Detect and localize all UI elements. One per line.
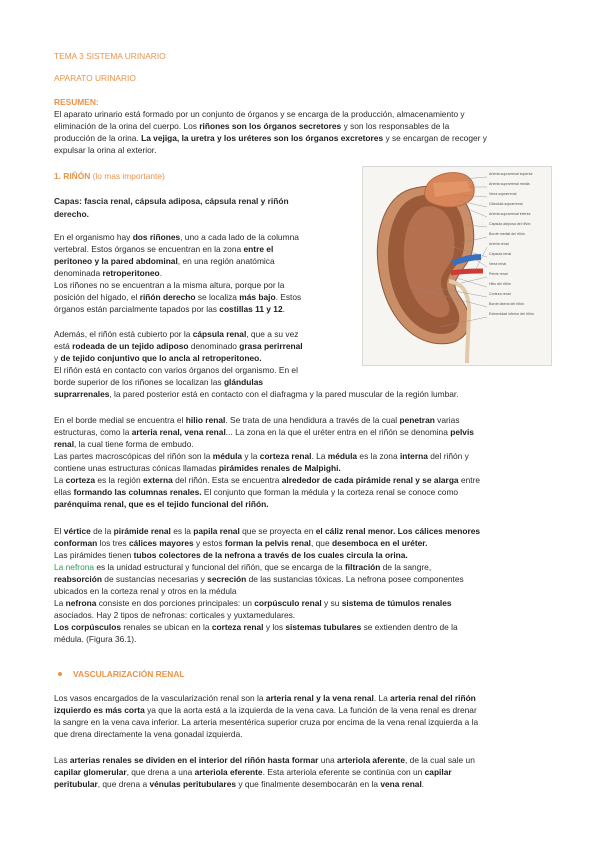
layers-line: derecho. bbox=[54, 209, 89, 219]
text-line: La corteza es la región externa del riñón. Esta se encuentra alrededor de cada pirámide renal y se alarga entre bbox=[54, 475, 481, 485]
text-line: conforman los tres cálices mayores y estos forman la pelvis renal, que desemboca en el uréter. bbox=[54, 538, 428, 548]
text-line: En el organismo hay dos riñones, uno a cada lado de la columna bbox=[54, 232, 299, 242]
figure-label: Cápsula renal bbox=[489, 252, 512, 256]
figure-label: Arteria suprarrenal inferior bbox=[489, 212, 531, 216]
layers-line: Capas: fascia renal, cápsula adiposa, cápsula renal y riñón bbox=[54, 196, 289, 206]
text-line: Las arterias renales se dividen en el interior del riñón hasta formar una arteriola aferente, de la cual sale un bbox=[54, 755, 475, 765]
text-line: ubicados en la corteza renal y otros en la médula bbox=[54, 586, 237, 596]
text-line: borde superior de los riñones se localizan las glándulas bbox=[54, 377, 264, 387]
kidney-heading: 1. RIÑÓN (lo mas importante) bbox=[54, 171, 165, 181]
text-line: contiene unas estructuras cónicas llamadas pirámides renales de Malpighi. bbox=[54, 463, 341, 473]
figure-label: Vena suprarrenal bbox=[489, 192, 517, 196]
figure-label: Cápsula adiposa del riñón bbox=[489, 222, 531, 226]
text-line: asociados. Hay 2 tipos de nefronas: corticales y yuxtamedulares. bbox=[54, 610, 296, 620]
summary-line: eliminación de la orina del cuerpo. Los riñones son los órganos secretores y son los responsables de la bbox=[54, 121, 450, 131]
bullet-icon bbox=[58, 672, 62, 676]
figure-label: Borde medial del riñón bbox=[489, 232, 525, 236]
figure-label: Arteria renal bbox=[489, 242, 509, 246]
text-line: ellas formando las columnas renales. El conjunto que forman la médula y la corteza renal se conoce como bbox=[54, 487, 459, 497]
kidney-illustration bbox=[363, 167, 551, 365]
summary-heading: RESUMEN: bbox=[54, 97, 99, 107]
text-line: médula. (Figura 36.1). bbox=[54, 634, 137, 644]
figure-label: Corteza renal bbox=[489, 292, 511, 296]
text-line: y de tejido conjuntivo que lo ancla al retroperitoneo. bbox=[54, 353, 262, 363]
text-line: suprarrenales, la pared posterior está en contacto con el diafragma y la pared muscular de la región lumbar. bbox=[54, 389, 459, 399]
text-line: está rodeada de un tejido adiposo denominado grasa perirrenal bbox=[54, 341, 303, 351]
figure-label: Glándula suprarrenal bbox=[489, 202, 523, 206]
text-line: renal, la cual tiene forma de embudo. bbox=[54, 439, 194, 449]
text-line: capilar glomerular, que drena a una arteriola eferente. Esta arteriola eferente se continúa con un capilar bbox=[54, 767, 452, 777]
text-line: izquierdo es más corta ya que la aorta está a la izquierda de la vena cava. La función de la vena renal es drenar bbox=[54, 705, 477, 715]
text-line: Los vasos encargados de la vascularización renal son la arteria renal y la vena renal. La arteria renal del riñón bbox=[54, 693, 476, 703]
text-line: estructuras, como la arteria renal, vena renal... La zona en la que el uréter entra en el riñón se denomina pelvis bbox=[54, 427, 474, 437]
figure-label: Arteria suprarrenal superior bbox=[489, 172, 533, 176]
text-line: El vértice de la pirámide renal es la papila renal que se proyecta en el cáliz renal menor. Los cálices menores bbox=[54, 526, 481, 536]
summary-line: expulsar la orina al exterior. bbox=[54, 145, 157, 155]
text-line: El riñón está en contacto con varios órganos del organismo. En el bbox=[54, 365, 298, 375]
text-line: La nefrona consiste en dos porciones principales: un corpúsculo renal y su sistema de túmulos renales bbox=[54, 598, 452, 608]
text-line: posición del hígado, el riñón derecho se localiza más bajo. Estos bbox=[54, 292, 302, 302]
text-line: la sangre en la vena cava inferior. La arteria mesentérica superior cruza por encima de la vena renal izquierda a la bbox=[54, 717, 479, 727]
text-line: vertebral. Estos órganos se encuentran en la zona entre el bbox=[54, 244, 274, 254]
text-line: parénquima renal, que es el tejido funcional del riñón. bbox=[54, 499, 269, 509]
summary-line: El aparato urinario está formado por un conjunto de órganos y se encarga de la producción, almacenamiento y bbox=[54, 109, 465, 119]
figure-label: Pelvis renal bbox=[489, 272, 508, 276]
text-line: Además, el riñón está cubierto por la cápsula renal, que a su vez bbox=[54, 329, 299, 339]
text-line: Las pirámides tienen tubos colectores de la nefrona a través de los cuales circula la orina. bbox=[54, 550, 408, 560]
text-line: La nefrona es la unidad estructural y funcional del riñón, que se encarga de la filtración de la sangre, bbox=[54, 562, 432, 572]
text-line: peritubular, que drena a vénulas peritubulares y que finalmente desembocarán en la vena renal. bbox=[54, 779, 425, 789]
text-line: denominada retroperitoneo. bbox=[54, 268, 163, 278]
text-line: que drena directamente la vena gonadal izquierda. bbox=[54, 729, 243, 739]
text-line: reabsorción de sustancias necesarias y secreción de las sustancias tóxicas. La nefrona posee componentes bbox=[54, 574, 464, 584]
text-line: Los riñones no se encuentran a la misma altura, porque por la bbox=[54, 280, 285, 290]
topic-title: TEMA 3 SISTEMA URINARIO bbox=[54, 51, 166, 61]
figure-label: Extremidad inferior del riñón bbox=[489, 312, 534, 316]
text-line: órganos están parcialmente tapados por las costillas 11 y 12. bbox=[54, 304, 285, 314]
text-line: Los corpúsculos renales se ubican en la corteza renal y los sistemas tubulares se extienden dentro de la bbox=[54, 622, 458, 632]
section-heading: APARATO URINARIO bbox=[54, 73, 136, 83]
text-line: Las partes macroscópicas del riñón son la médula y la corteza renal. La médula es la zona interna del riñón y bbox=[54, 451, 469, 461]
vascularization-heading: VASCULARIZACIÓN RENAL bbox=[73, 669, 185, 679]
text-line: peritoneo y la pared abdominal, en una región anatómica bbox=[54, 256, 275, 266]
figure-label: Arteria suprarrenal media bbox=[489, 182, 530, 186]
figure-label: Vena renal bbox=[489, 262, 507, 266]
kidney-figure bbox=[362, 166, 552, 366]
figure-label: Hilio del riñón bbox=[489, 282, 511, 286]
text-line: En el borde medial se encuentra el hilio renal. Se trata de una hendidura a través de la cual penetran varias bbox=[54, 415, 460, 425]
figure-label: Borde lateral del riñón bbox=[489, 302, 525, 306]
summary-line: producción de la orina. La vejiga, la uretra y los uréteres son los órganos excretores y se encargan de recoger y bbox=[54, 133, 487, 143]
